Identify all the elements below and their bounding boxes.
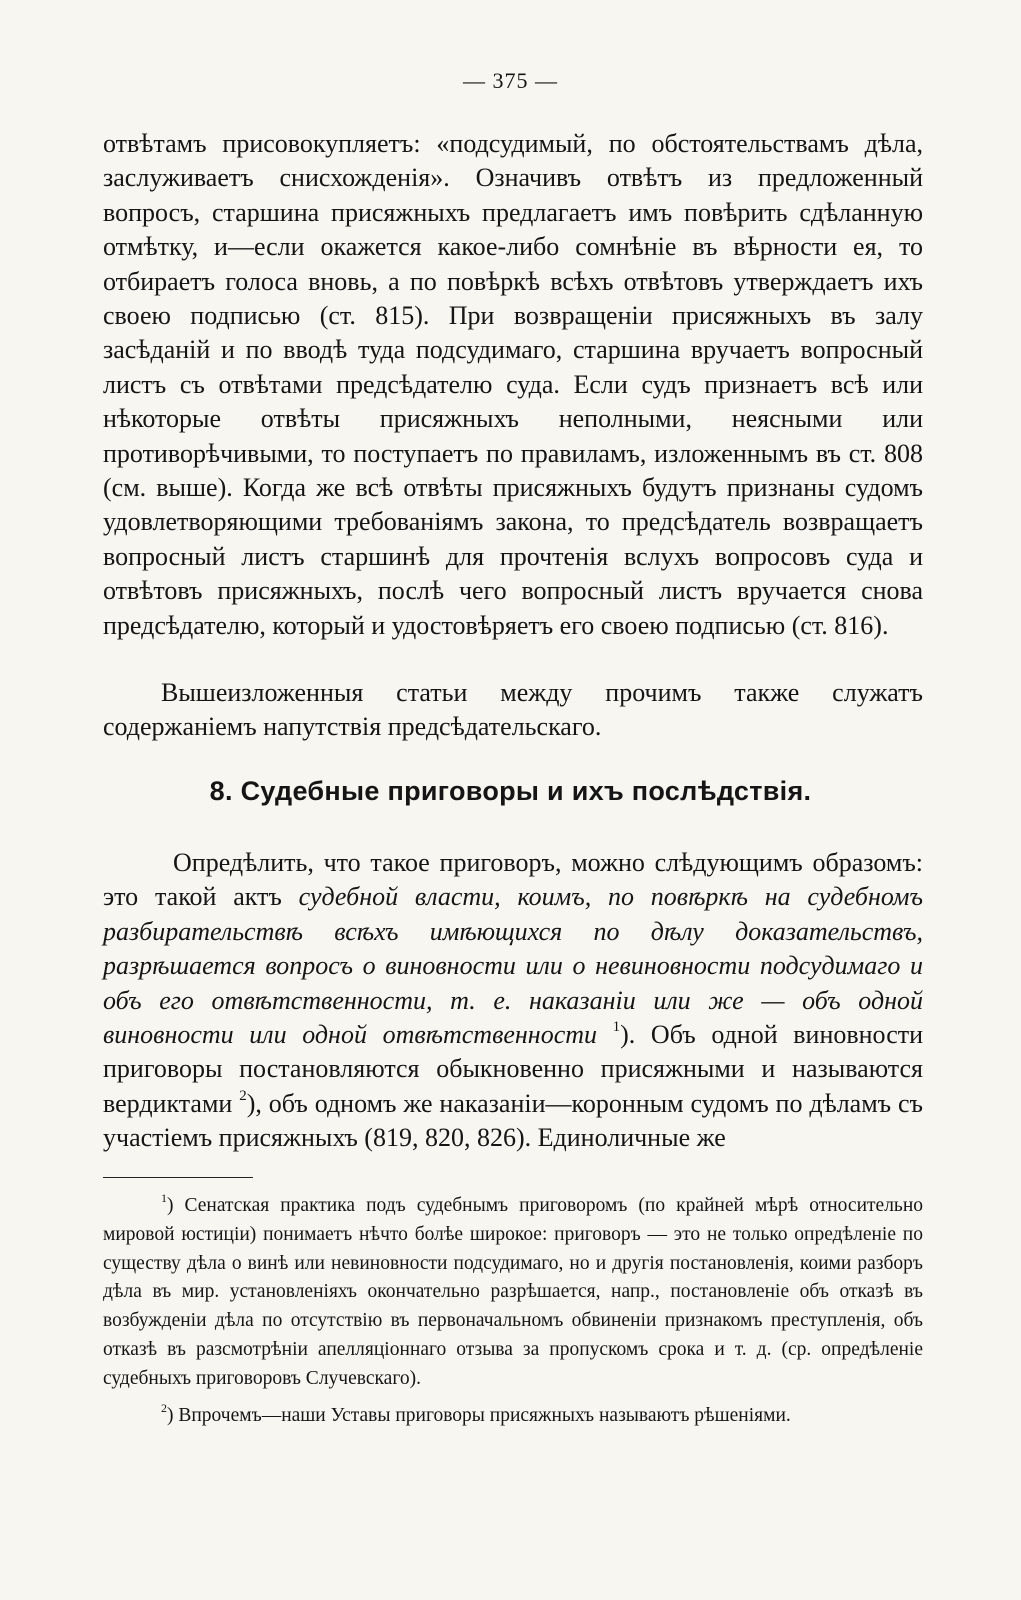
page-number: — 375 — <box>463 68 558 93</box>
definition-text-b: ), объ одномъ же наказаніи—коронным судомъ по дѣламъ съ участіемъ присяжныхъ (819, 820, 826). Единоличные же <box>103 1088 923 1153</box>
footnote-ref-2: 2 <box>239 1088 247 1105</box>
definition-italic: судебной власти, коимъ, по повѣркѣ на судебномъ разбирательствѣ всѣхъ имѣющихся по дѣлу доказательствъ, разрѣшается вопросъ о виновности или о невиновности подсудимаго и объ его отвѣтственности, т. е. наказаніи или же — объ одной виновности или одной отвѣтственности <box>103 882 923 1050</box>
section-heading: 8. Судебные приговоры и ихъ послѣдствія. <box>209 776 812 806</box>
paragraph-definition <box>103 846 923 1156</box>
footnote-1-text: ) Сенатская практика подъ судебнымъ приговоромъ (по крайней мѣрѣ относительно мировой юстиціи) понимаетъ нѣчто болѣе широкое: приговоръ — это не только опредѣленіе по существу дѣла о винѣ или невиновности подсудимаго, но и другія постановленія, коими разборъ дѣла въ мир. установленіяхъ окончательно разрѣшается, напр., постановленіе объ отказѣ въ возбужденіи дѣла по отсутствію въ первоначальномъ обвиненіи признакомъ преступленія, объ отказѣ въ разсмотрѣніи апелляціоннаго отзыва за пропускомъ срока и т. д. (ср. опредѣленіе судебныхъ приговоровъ Случевскаго). <box>103 1195 923 1389</box>
footnote-1 <box>103 1192 923 1394</box>
definition-text-a: ). Объ одной виновности приговоры постановляются обыкновенно присяжными и называются вердиктами <box>103 1020 924 1118</box>
footnote-2-marker: 2 <box>161 1400 167 1415</box>
footnote-2 <box>103 1402 923 1431</box>
paragraph-continued: отвѣтамъ присовокупляетъ: «подсудимый, по обстоятельствамъ дѣла, заслуживаетъ снисхожденія». Означивъ отвѣтъ из предложенный вопросъ, старшина присяжныхъ предлагаетъ имъ повѣрить сдѣланную отмѣтку, и—если окажется какое-либо сомнѣніе въ вѣрности ея, то отбираетъ голоса вновь, а по повѣркѣ всѣхъ отвѣтовъ утверждаетъ ихъ своею подписью (ст. 815). При возвращеніи присяжныхъ въ залу засѣданій и по вводѣ туда подсудимаго, старшина вручаетъ вопросный листъ съ отвѣтами предсѣдателю суда. Если судъ признаетъ всѣ или нѣкоторые отвѣты присяжныхъ неполными, неясными или противорѣчивыми, то поступаетъ по правиламъ, изложеннымъ въ ст. 808 (см. выше). Когда же всѣ отвѣты присяжныхъ будутъ признаны судомъ удовлетворяющими требованіямъ закона, то предсѣдатель возвращаетъ вопросный листъ старшинѣ для прочтенія вслухъ вопросовъ суда и отвѣтовъ присяжныхъ, послѣ чего вопросный листъ вручается снова предсѣдателю, который и удостовѣряетъ его своею подписью (ст. 816). <box>103 129 923 640</box>
definition-intro: Опредѣлить, что такое приговоръ, можно слѣдующимъ образомъ: это такой актъ <box>103 848 923 912</box>
footnote-divider <box>103 1177 253 1178</box>
paragraph-summary: Вышеизложенныя статьи между прочимъ также служатъ содержаніемъ напутствія предсѣдательскаго. <box>103 678 923 742</box>
footnote-ref-1: 1 <box>612 1019 621 1036</box>
footnote-1-marker: 1 <box>161 1190 167 1205</box>
footnote-2-text: ) Впрочемъ—наши Уставы приговоры присяжныхъ называютъ рѣшеніями. <box>167 1405 791 1426</box>
